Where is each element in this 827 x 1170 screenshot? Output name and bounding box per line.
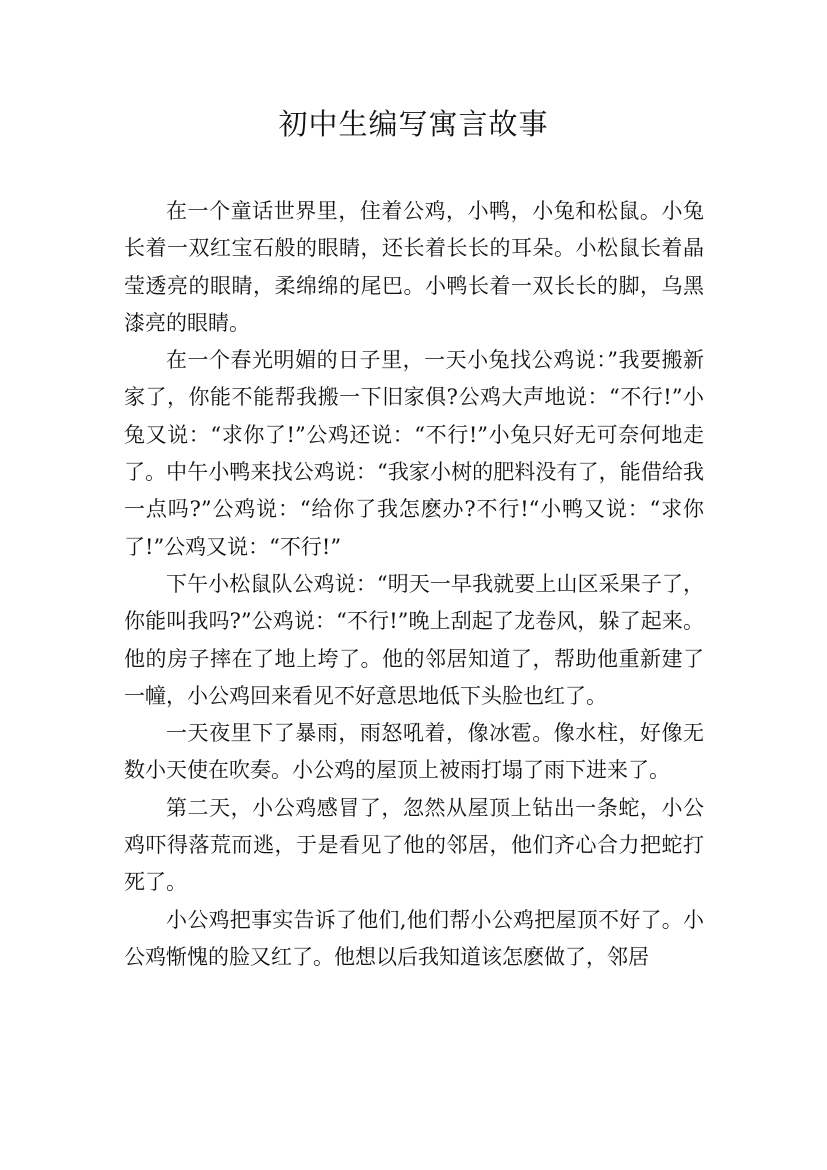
paragraph: 一天夜里下了暴雨，雨怒吼着，像冰雹。像水柱，好像无数小天使在吹奏。小公鸡的屋顶上被雨打塌了雨下进来了。 — [124, 721, 704, 783]
paragraph: 在一个童话世界里，住着公鸡，小鸭，小兔和松鼠。小兔长着一双红宝石般的眼睛，还长着长长的耳朵。小松鼠长着晶莹透亮的眼睛，柔绵绵的尾巴。小鸭长着一双长长的脚，乌黑漆亮的眼睛。 — [124, 199, 704, 335]
paragraph: 下午小松鼠队公鸡说：“明天一早我就要上山区采果子了，你能叫我吗?”公鸡说：“不行!”晚上刮起了龙卷风，躲了起来。他的房子摔在了地上垮了。他的邻居知道了，帮助他重新建了一幢，小公鸡回来看见不好意思地低下头脸也红了。 — [124, 571, 704, 708]
paragraph: 在一个春光明媚的日子里，一天小兔找公鸡说：”我要搬新家了，你能不能帮我搬一下旧家俱?公鸡大声地说：“不行!”小兔又说：“求你了!”公鸡还说：“不行!”小兔只好无可奈何地走了。中午小鸭来找公鸡说：“我家小树的肥料没有了，能借给我一点吗?”公鸡说：“给你了我怎麽办?不行!“小鸭又说：“求你了!”公鸡又说：“不行!” — [124, 348, 704, 559]
document-title: 初中生编写寓言故事 — [278, 107, 549, 141]
paragraph: 小公鸡把事实告诉了他们,他们帮小公鸡把屋顶不好了。小公鸡惭愧的脸又红了。他想以后我知道该怎麽做了，邻居 — [124, 907, 704, 969]
document-body — [124, 193, 704, 976]
paragraph: 第二天，小公鸡感冒了，忽然从屋顶上钻出一条蛇，小公鸡吓得落荒而逃，于是看见了他的邻居，他们齐心合力把蛇打死了。 — [124, 795, 704, 895]
